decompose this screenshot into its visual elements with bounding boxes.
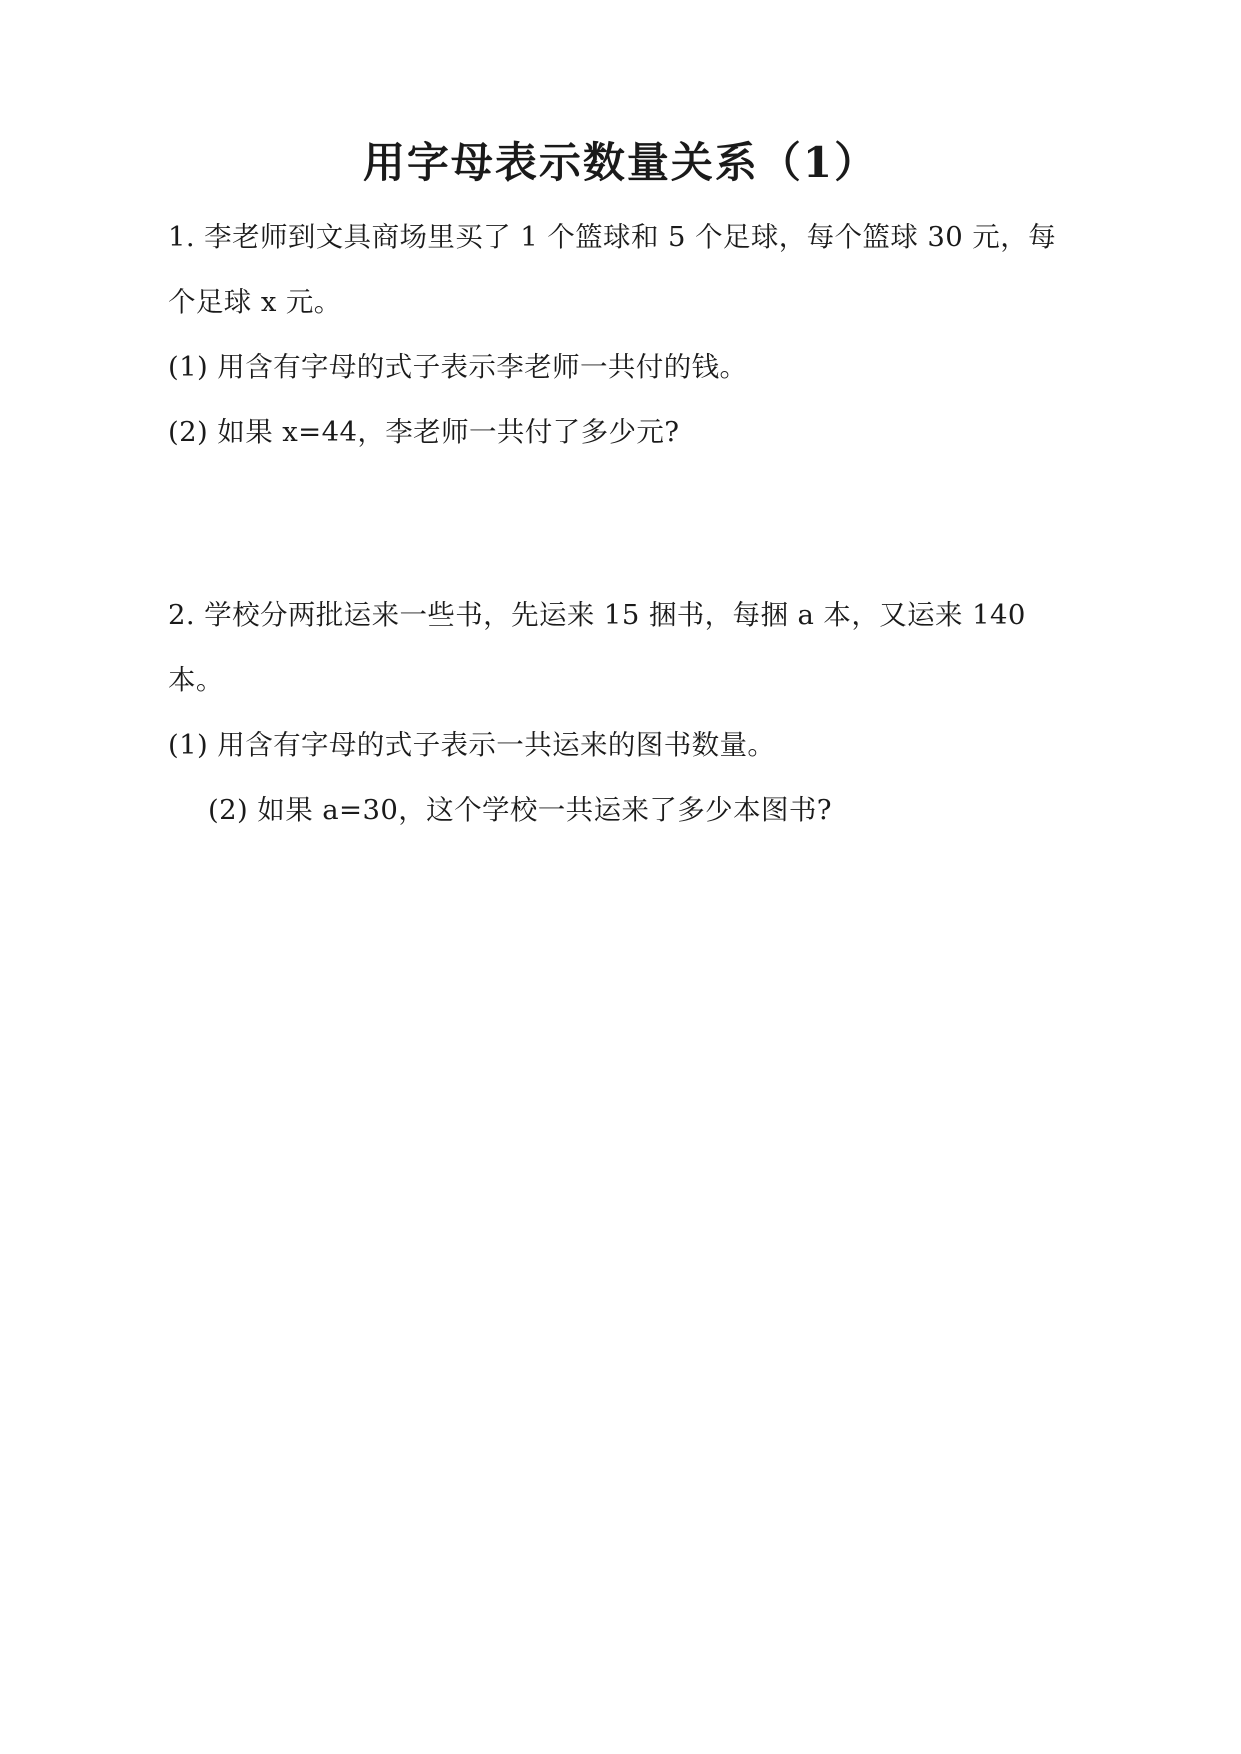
page-title: 用字母表示数量关系（1） [362, 138, 879, 187]
problem-1-question-2: (2) 如果 x=44，李老师一共付了多少元? [168, 416, 680, 448]
problem-2-question-1: (1) 用含有字母的式子表示一共运来的图书数量。 [168, 729, 776, 761]
problem-1-stem-line-1: 1. 李老师到文具商场里买了 1 个篮球和 5 个足球，每个篮球 30 元，每 [168, 221, 1057, 253]
answer-space-1 [168, 465, 1073, 583]
problem-1-question-1: (1) 用含有字母的式子表示李老师一共付的钱。 [168, 351, 748, 383]
problem-2 [168, 583, 1073, 843]
document-body [168, 205, 1073, 843]
problem-2-stem-line-1: 2. 学校分两批运来一些书，先运来 15 捆书，每捆 a 本，又运来 140 本。 [168, 599, 1035, 696]
problem-1-stem-line-2: 个足球 x 元。 [168, 286, 342, 318]
problem-1 [168, 205, 1073, 465]
problem-2-question-2: (2) 如果 a=30，这个学校一共运来了多少本图书? [208, 794, 832, 826]
